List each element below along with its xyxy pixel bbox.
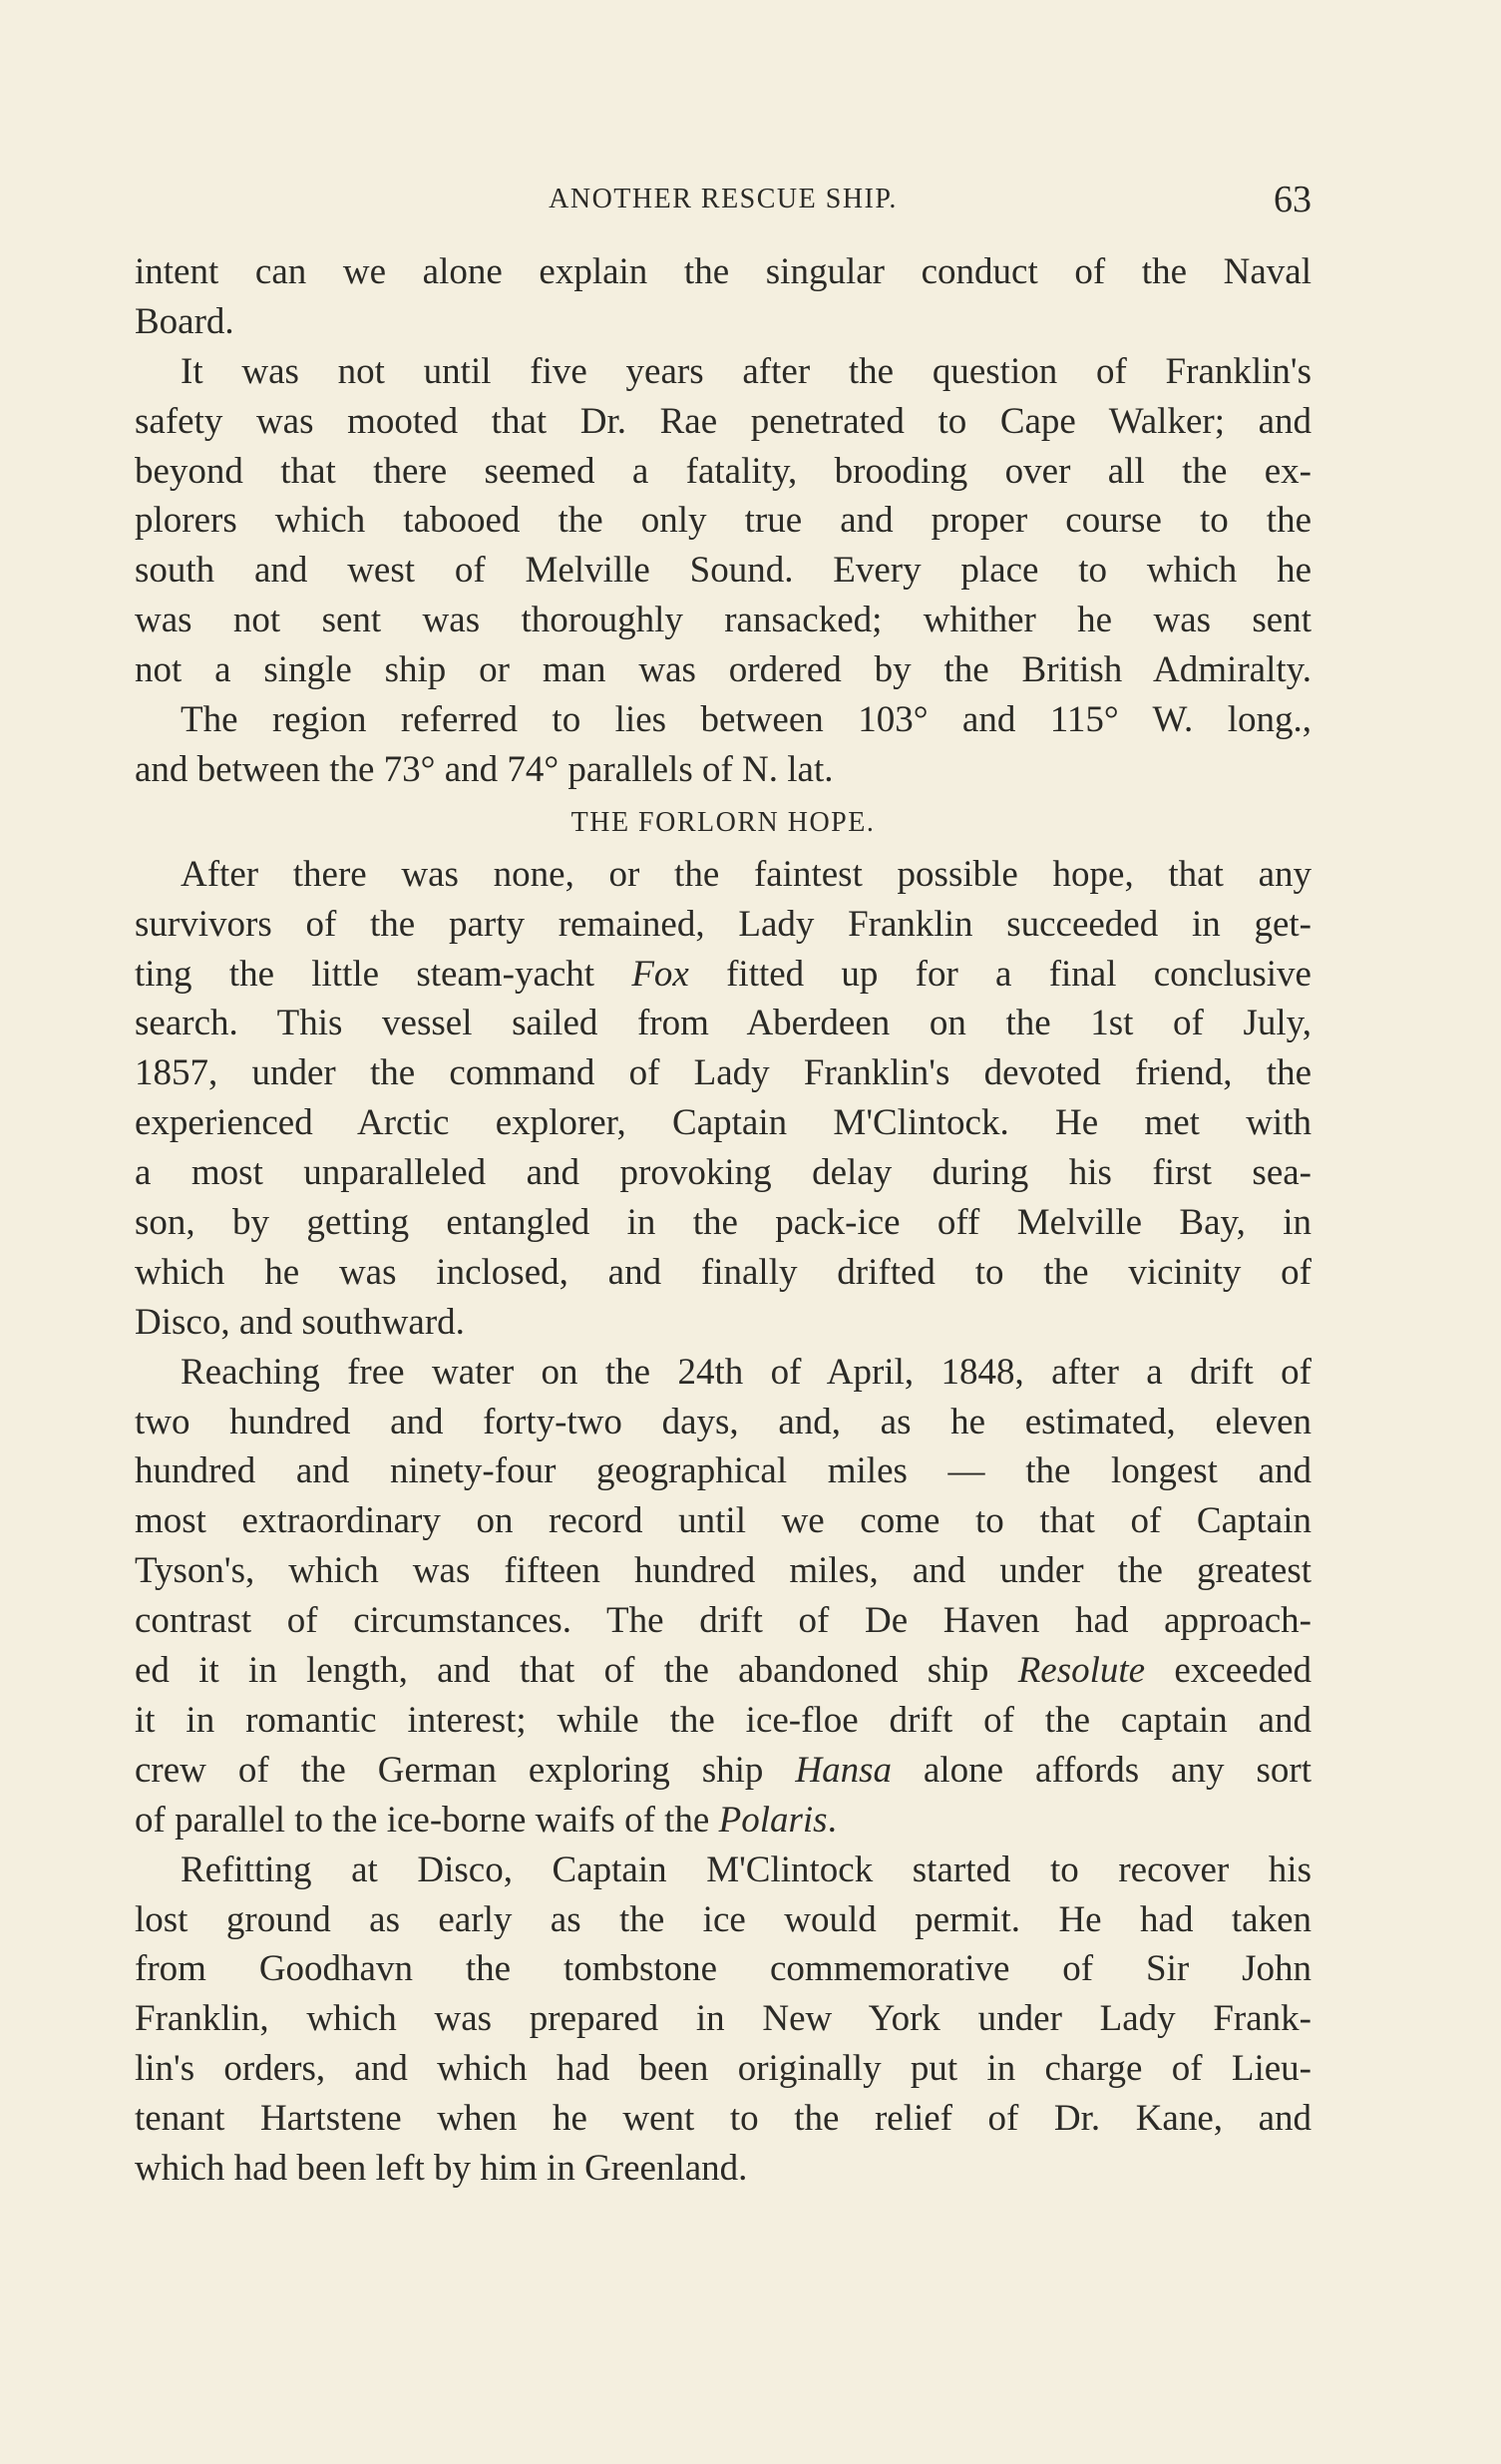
body-text [135, 247, 1312, 2194]
text-line: which had been left by him in Greenland. [135, 2147, 748, 2189]
text-line: son, by getting entangled in the pack-ice off Melville Bay, in [135, 1202, 1312, 1244]
text-line: a most unparalleled and provoking delay during his first sea- [135, 1152, 1312, 1194]
text-line: The region referred to lies between 103° and 115° W. long., [181, 699, 1312, 741]
text-line: safety was mooted that Dr. Rae penetrated to Cape Walker; and [135, 400, 1312, 442]
text-line: Tyson's, which was fifteen hundred miles, and under the greatest [135, 1550, 1312, 1592]
text-line: tenant Hartstene when he went to the relief of Dr. Kane, and [135, 2098, 1312, 2140]
text-line: from Goodhavn the tombstone commemorative of Sir John [135, 1948, 1312, 1990]
text-line: and between the 73° and 74° parallels of N. lat. [135, 748, 834, 790]
text-line: After there was none, or the faintest possible hope, that any [181, 853, 1312, 895]
text-line: it in romantic interest; while the ice-floe drift of the captain and [135, 1699, 1312, 1741]
text-line: Franklin, which was prepared in New York under Lady Frank- [135, 1998, 1312, 2040]
text-line: It was not until five years after the question of Franklin's [181, 350, 1312, 392]
text-line: lost ground as early as the ice would permit. He had taken [135, 1898, 1312, 1940]
text-line: of parallel to the ice-borne waifs of the Polaris. [135, 1799, 837, 1841]
text-line: plorers which tabooed the only true and proper course to the [135, 500, 1312, 542]
text-line: Reaching free water on the 24th of April, 1848, after a drift of [181, 1351, 1312, 1393]
text-line: crew of the German exploring ship Hansa alone affords any sort [135, 1749, 1312, 1791]
text-line: south and west of Melville Sound. Every place to which he [135, 550, 1312, 592]
text-line: which he was inclosed, and finally drifted to the vicinity of [135, 1251, 1312, 1293]
text-line: was not sent was thoroughly ransacked; whither he was sent [135, 600, 1312, 641]
section-title: THE FORLORN HOPE. [570, 806, 876, 838]
text-line: Disco, and southward. [135, 1301, 465, 1343]
text-line: Refitting at Disco, Captain M'Clintock started to recover his [181, 1848, 1312, 1890]
text-line: Board. [135, 300, 234, 342]
text-line: experienced Arctic explorer, Captain M'Clintock. He met with [135, 1102, 1312, 1144]
text-line: most extraordinary on record until we come to that of Captain [135, 1500, 1312, 1542]
running-head: ANOTHER RESCUE SHIP. [549, 184, 898, 214]
text-line: search. This vessel sailed from Aberdeen on the 1st of July, [135, 1003, 1312, 1044]
page-header [135, 178, 1312, 227]
text-line: two hundred and forty-two days, and, as he estimated, eleven [135, 1401, 1312, 1442]
text-line: beyond that there seemed a fatality, brooding over all the ex- [135, 450, 1312, 492]
page-number: 63 [1274, 179, 1312, 220]
text-line: contrast of circumstances. The drift of De Haven had approach- [135, 1600, 1312, 1642]
text-line: lin's orders, and which had been originally put in charge of Lieu- [135, 2048, 1312, 2090]
text-line: intent can we alone explain the singular conduct of the Naval [135, 251, 1312, 292]
text-line: hundred and ninety-four geographical miles — the longest and [135, 1450, 1312, 1492]
text-line: ed it in length, and that of the abandoned ship Resolute exceeded [135, 1650, 1312, 1692]
text-line: 1857, under the command of Lady Franklin's devoted friend, the [135, 1052, 1312, 1094]
text-line: ting the little steam-yacht Fox fitted up for a final conclusive [135, 953, 1312, 995]
text-line: survivors of the party remained, Lady Franklin succeeded in get- [135, 903, 1312, 945]
text-line: not a single ship or man was ordered by the British Admiralty. [135, 649, 1312, 691]
